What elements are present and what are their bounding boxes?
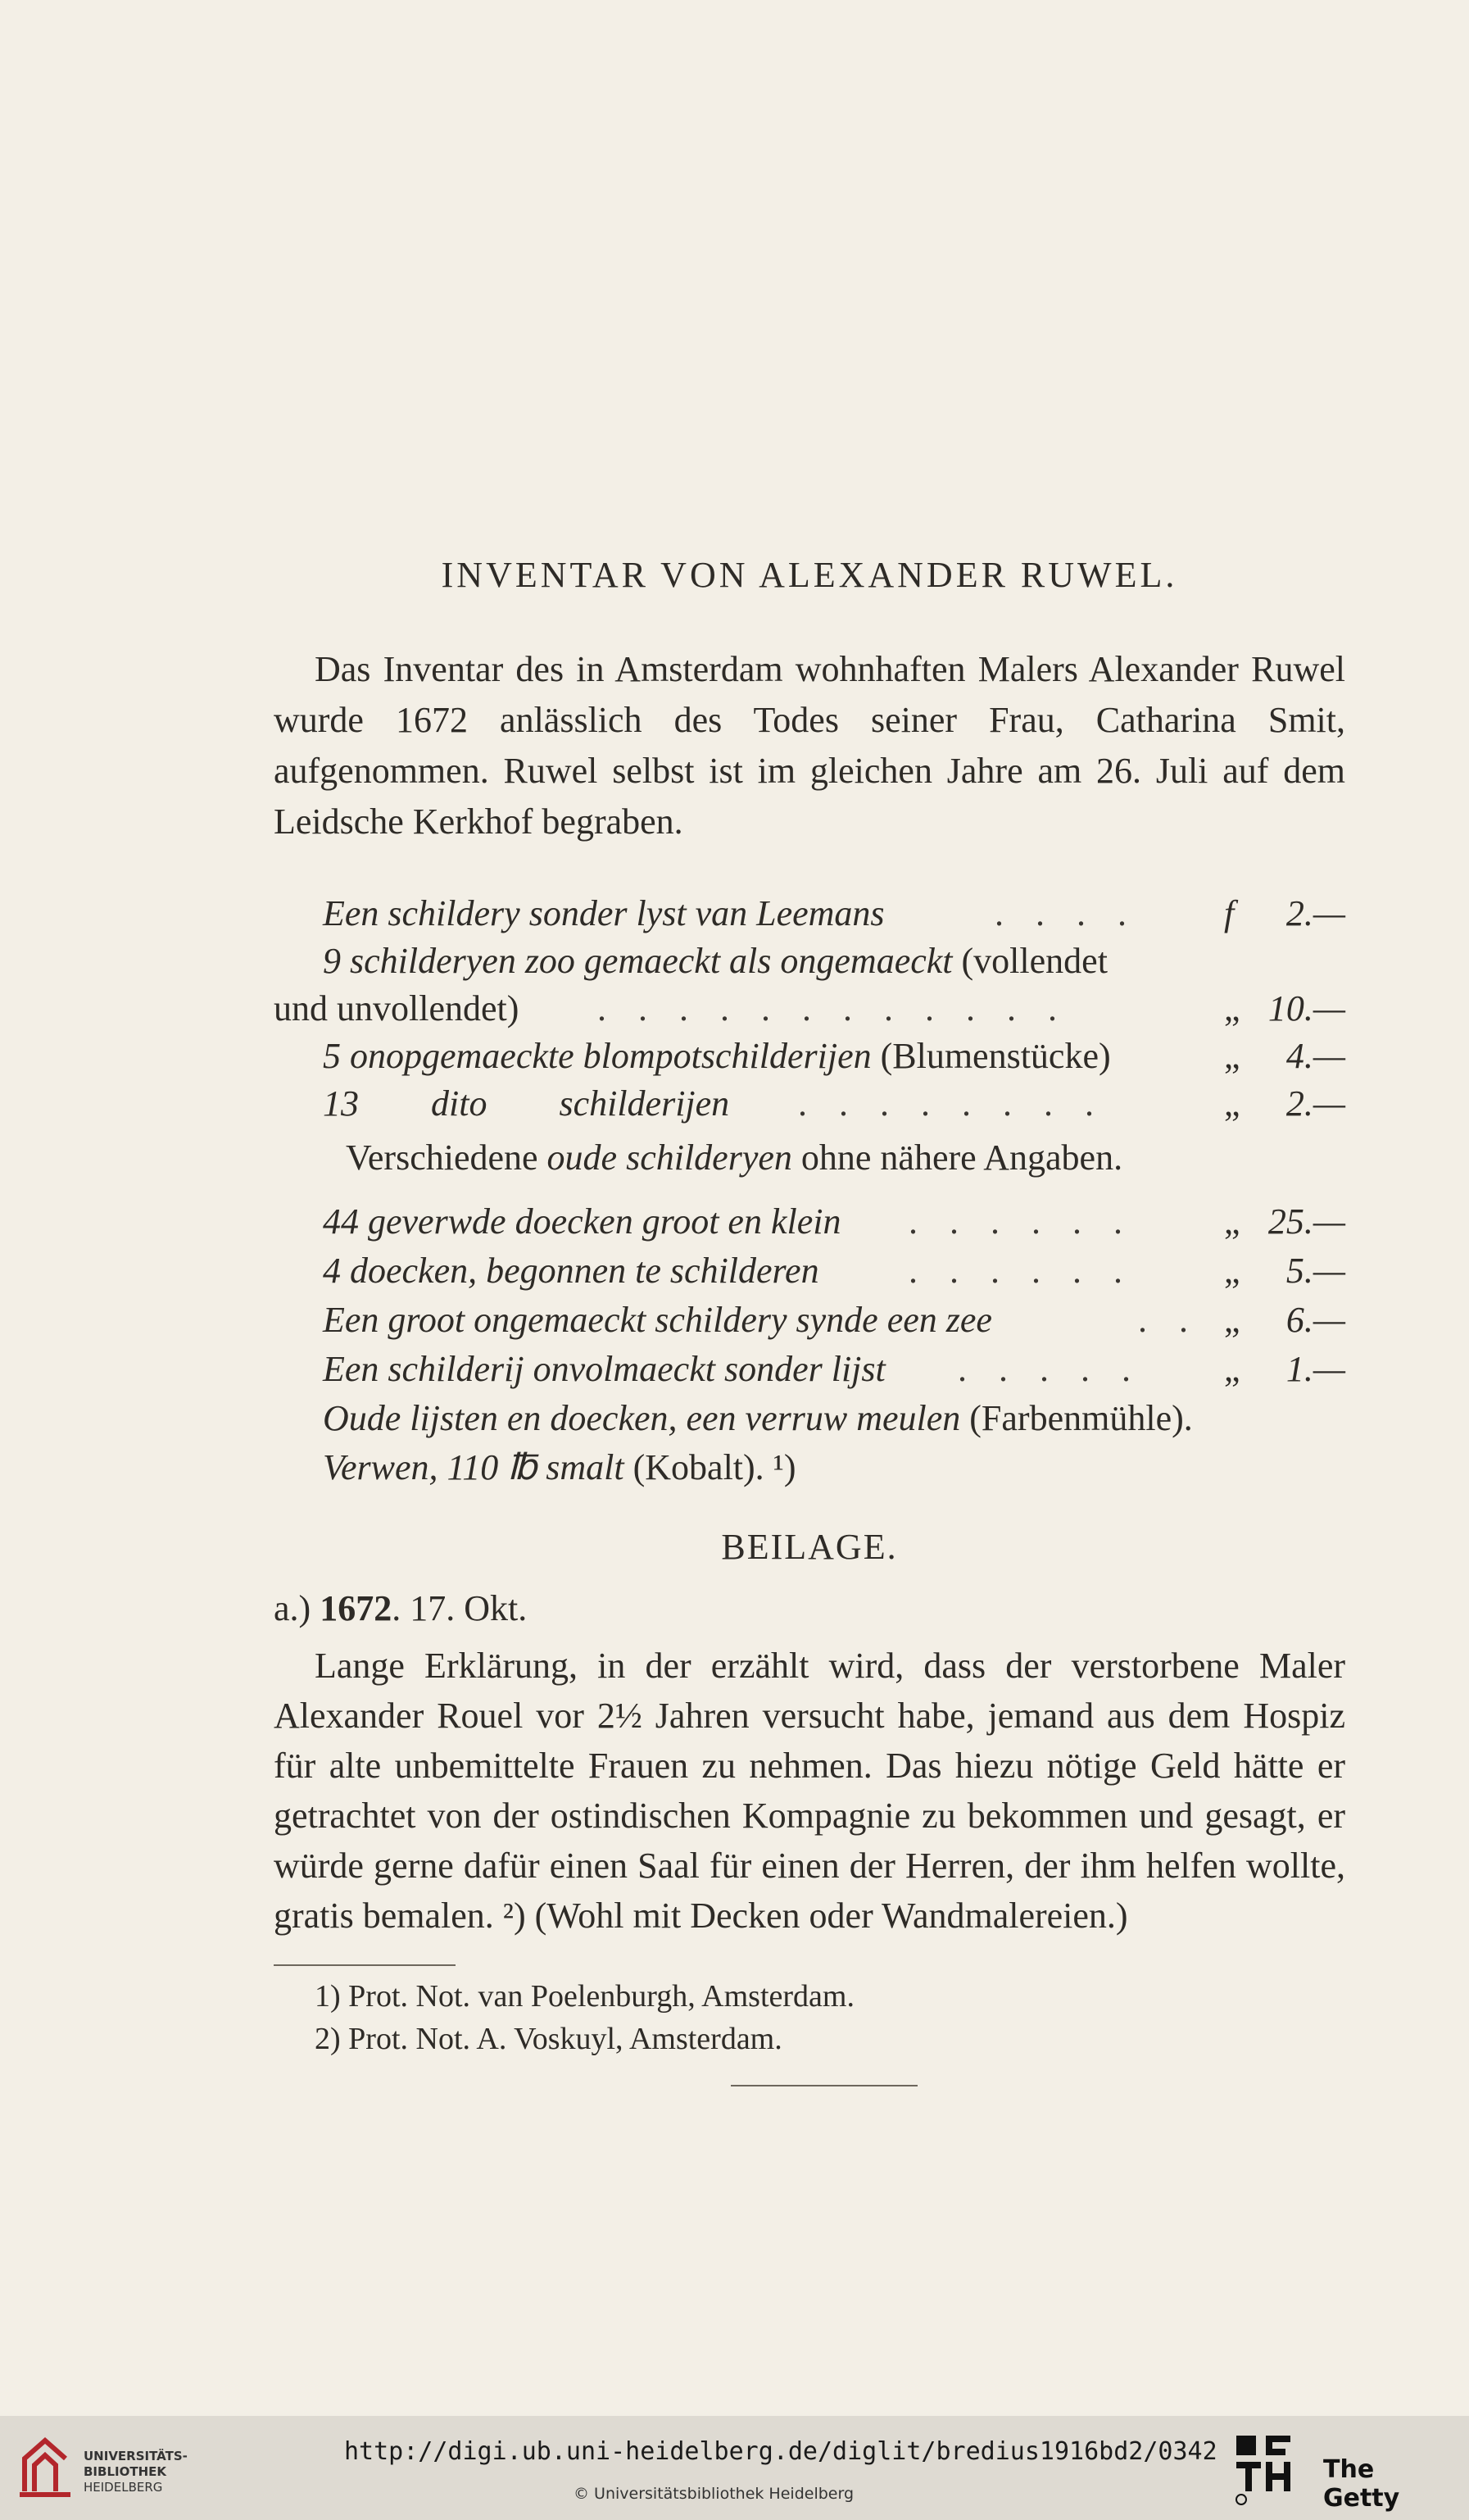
library-logo-icon bbox=[16, 2434, 74, 2500]
item-amount: 4.— bbox=[1285, 1036, 1345, 1076]
list-item bbox=[274, 1033, 1345, 1080]
permalink-url[interactable]: http://digi.ub.uni-heidelberg.de/diglit/bredius1916bd2/0342 bbox=[344, 2437, 1217, 2466]
page-title: INVENTAR VON ALEXANDER RUWEL. bbox=[441, 555, 1178, 595]
item-currency: f bbox=[1224, 893, 1235, 933]
item-currency: „ bbox=[1224, 1251, 1240, 1291]
item-amount: 5.— bbox=[1285, 1251, 1345, 1291]
intro-text: Das Inventar des in Amsterdam wohnhaften Malers Alexander Ruwel wurde 1672 anlässlich des Todes seiner Frau, Catharina Smit, aufgenommen. Ruwel selbst ist im gleichen Jahre am 26. Juli auf dem Leidsche Kerkhof begraben. bbox=[274, 649, 1345, 842]
item-desc-italic: 5 onopgemaeckte blompotschilderijen bbox=[323, 1036, 872, 1076]
viewer-footer-bar bbox=[0, 2416, 1469, 2520]
entry-year: 1672 bbox=[320, 1588, 392, 1628]
footnote-1: 1) Prot. Not. van Poelenburgh, Amsterdam. bbox=[315, 1979, 855, 2014]
getty-logo-icon bbox=[1233, 2432, 1299, 2506]
item-currency: „ bbox=[1224, 1300, 1240, 1340]
library-logo[interactable] bbox=[16, 2431, 197, 2504]
item-desc bbox=[323, 1033, 1111, 1080]
item-dots: . . . . . . bbox=[909, 1201, 1134, 1242]
oude-line bbox=[323, 1395, 1193, 1442]
list-item bbox=[274, 890, 1345, 938]
item-desc-plain: (Blumenstücke) bbox=[880, 1036, 1111, 1076]
library-line: HEIDELBERG bbox=[84, 2480, 163, 2495]
text-italic: oude schilderyen bbox=[546, 1137, 792, 1178]
intro-paragraph bbox=[274, 644, 1345, 847]
item-amount: 6.— bbox=[1285, 1300, 1345, 1340]
text-plain: Verschiedene bbox=[346, 1137, 547, 1178]
item-desc-italic: 9 schilderyen zoo gemaeckt als ongemaeckt bbox=[323, 941, 953, 981]
item-desc: Een schildery sonder lyst van Leemans bbox=[323, 893, 885, 933]
item-currency: „ bbox=[1224, 1036, 1240, 1076]
item-desc: 13 dito schilderijen bbox=[323, 1083, 730, 1124]
item-amount: 25.— bbox=[1267, 1201, 1345, 1242]
footnote-2: 2) Prot. Not. A. Voskuyl, Amsterdam. bbox=[315, 2022, 782, 2056]
item-desc-plain: (vollendet bbox=[961, 941, 1108, 981]
item-currency: „ bbox=[1224, 1349, 1240, 1389]
text-plain: (Kobalt). ¹) bbox=[623, 1447, 796, 1487]
list-item-continued bbox=[274, 985, 1345, 1033]
item-dots: . . . . bbox=[995, 893, 1138, 933]
item-dots: . . bbox=[1138, 1300, 1199, 1340]
item-amount: 2.— bbox=[1285, 893, 1345, 933]
text-plain: ohne nähere Angaben. bbox=[791, 1137, 1123, 1178]
copyright-text: © Universitätsbibliothek Heidelberg bbox=[574, 2485, 855, 2503]
library-line: UNIVERSITÄTS- bbox=[84, 2449, 188, 2463]
item-desc: Een groot ongemaeckt schildery synde een zee bbox=[323, 1300, 992, 1340]
item-amount: 1.— bbox=[1285, 1349, 1345, 1389]
entry-date bbox=[274, 1585, 527, 1632]
item-desc: 44 geverwde doecken groot en klein bbox=[323, 1201, 841, 1242]
verwen-line bbox=[323, 1444, 796, 1492]
list-item bbox=[274, 938, 1345, 985]
list-item bbox=[274, 1247, 1345, 1295]
item-currency: „ bbox=[1224, 1201, 1240, 1242]
verschiedene-line bbox=[346, 1134, 1122, 1182]
item-dots: . . . . . . bbox=[909, 1251, 1134, 1291]
list-item bbox=[274, 1198, 1345, 1246]
footnote-divider bbox=[274, 1964, 456, 1966]
getty-name: The Getty bbox=[1323, 2455, 1400, 2513]
section-heading: BEILAGE. bbox=[721, 1527, 898, 1567]
item-dots: . . . . . . . . . . . . bbox=[597, 988, 1068, 1028]
entry-label: a.) bbox=[274, 1588, 320, 1628]
end-rule bbox=[731, 2085, 918, 2086]
item-desc-line2: und unvollendet) bbox=[274, 988, 519, 1028]
text-italic: Verwen, 110 ℔ smalt bbox=[323, 1447, 624, 1487]
item-amount: 2.— bbox=[1285, 1083, 1345, 1124]
list-item bbox=[274, 1080, 1345, 1128]
entry-day: . 17. Okt. bbox=[392, 1588, 528, 1628]
item-dots: . . . . . bbox=[958, 1349, 1142, 1389]
beilage-text: Lange Erklärung, in der erzählt wird, dass der verstorbene Maler Alexander Rouel vor 2½ Jahren versucht habe, jemand aus dem Hospiz für alte unbemittelte Frauen zu nehmen. Das hiezu nötige Geld hätte er getrachtet von der ostindischen Kompagnie zu bekommen und gesagt, er würde gerne dafür einen Saal für einen der Herren, der ihm helfen wollte, gratis bemalen. ²) (Wohl mit Decken oder Wandmalereien.) bbox=[274, 1646, 1345, 1936]
beilage-paragraph bbox=[274, 1641, 1345, 1941]
text-plain: (Farbenmühle). bbox=[960, 1398, 1193, 1438]
item-dots: . . . . . . . . bbox=[798, 1083, 1105, 1124]
text-italic: Oude lijsten en doecken, een verruw meulen bbox=[323, 1398, 961, 1438]
list-item bbox=[274, 1296, 1345, 1344]
item-desc: Een schilderij onvolmaeckt sonder lijst bbox=[323, 1349, 886, 1389]
item-currency: „ bbox=[1224, 1083, 1240, 1124]
item-amount: 10.— bbox=[1267, 988, 1345, 1028]
item-desc bbox=[323, 938, 1108, 985]
getty-logo[interactable] bbox=[1233, 2427, 1454, 2513]
list-item bbox=[274, 1346, 1345, 1393]
item-desc: 4 doecken, begonnen te schilderen bbox=[323, 1251, 819, 1291]
library-name bbox=[84, 2449, 188, 2495]
library-line: BIBLIOTHEK bbox=[84, 2464, 166, 2479]
item-currency: „ bbox=[1224, 988, 1240, 1028]
